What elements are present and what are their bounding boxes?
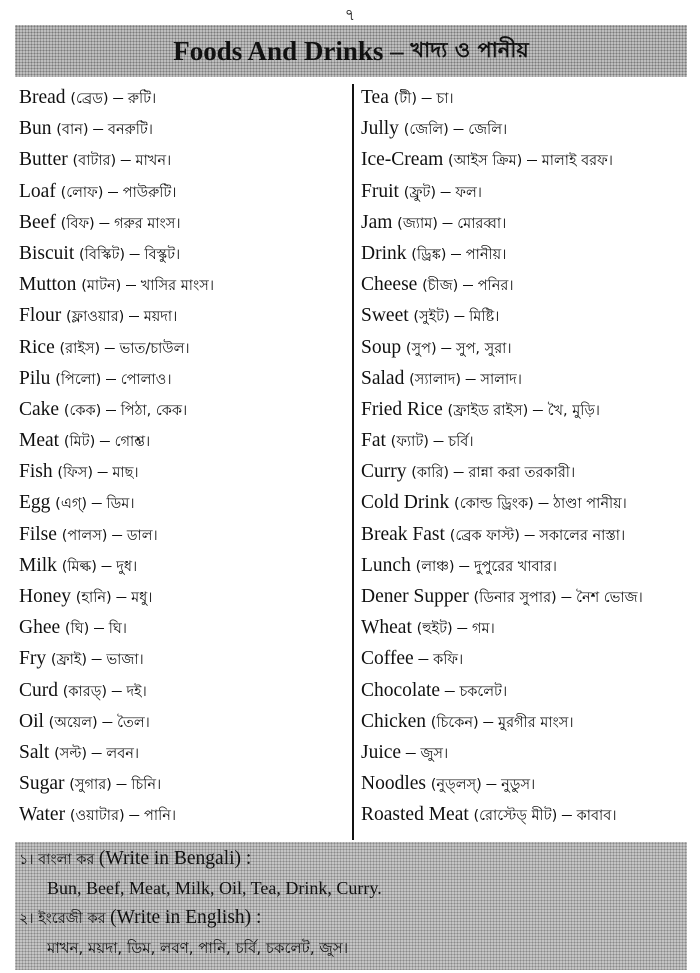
english-word: Soup [361, 336, 402, 358]
exercise-box [15, 842, 687, 970]
vocab-entry [19, 332, 349, 363]
vocab-entry [361, 550, 691, 581]
dash: – [538, 492, 554, 514]
dash: – [91, 648, 107, 670]
dash: – [113, 87, 128, 108]
vocab-entry [361, 332, 691, 363]
pronunciation: (রাইস) [59, 340, 101, 357]
dash: – [129, 305, 144, 327]
english-word: Ghee [19, 617, 61, 639]
exercise-words-2: মাখন, ময়দা, ডিম, লবণ, পানি, চর্বি, চকলেট, জুস। [47, 939, 349, 957]
pronunciation: (রোস্টেড্ মীট) [473, 808, 558, 825]
english-word: Roasted Meat [361, 804, 469, 826]
english-word: Jam [361, 211, 393, 233]
english-word: Fish [19, 461, 53, 483]
english-word: Lunch [361, 554, 411, 576]
english-word: Chicken [361, 710, 426, 732]
bengali-meaning: চর্বি। [448, 434, 474, 451]
dash: – [94, 617, 109, 639]
dash: – [129, 242, 145, 264]
dash: – [100, 430, 115, 452]
exercise-question-1 [19, 848, 251, 873]
dash: – [463, 274, 478, 296]
vocab-entry [361, 675, 691, 706]
dash: – [453, 118, 469, 140]
english-word: Mutton [19, 274, 77, 296]
english-word: Salad [361, 367, 405, 389]
english-word: Pilu [19, 367, 51, 389]
english-word: Cake [19, 398, 60, 420]
vocab-entry [361, 456, 691, 487]
bengali-meaning: চিনি। [131, 777, 162, 794]
vocab-entry [19, 612, 349, 643]
dash: – [106, 367, 121, 389]
bengali-meaning: মিষ্টি। [469, 309, 500, 326]
pronunciation: (ওয়াটার) [69, 808, 125, 825]
vocab-entry [361, 737, 691, 768]
dash: – [486, 773, 502, 795]
vocab-entry [361, 144, 691, 175]
english-word: Ice-Cream [361, 149, 444, 171]
vocab-entry [19, 581, 349, 612]
vocab-entry [19, 300, 349, 331]
page-number: ৭ [344, 5, 356, 24]
dash: – [483, 710, 499, 732]
bengali-meaning: ঘি। [108, 621, 127, 638]
bengali-meaning: বিস্কুট। [144, 246, 181, 263]
english-word: Oil [19, 710, 44, 732]
vocab-entry [19, 706, 349, 737]
bengali-meaning: সকালের নাস্তা। [539, 527, 626, 544]
dash: – [120, 149, 136, 171]
dash: – [102, 710, 118, 732]
bengali-meaning: পানীয়। [465, 246, 507, 263]
vocab-entry [19, 176, 349, 207]
dash: – [418, 648, 434, 670]
bengali-meaning: খৈ, মুড়ি। [547, 402, 600, 419]
pronunciation: (চিকেন) [430, 714, 479, 731]
pronunciation: (মিট) [63, 434, 96, 451]
dash: – [562, 804, 577, 826]
vocab-entry [19, 768, 349, 799]
pronunciation: (চীজ) [422, 278, 459, 295]
dash: – [99, 211, 115, 233]
bengali-meaning: রুটি। [127, 91, 157, 107]
bengali-meaning: ভাত/চাউল। [119, 340, 190, 357]
pronunciation: (জ্যাম) [397, 215, 438, 232]
bengali-meaning: ডিম। [106, 496, 135, 513]
bengali-meaning: চকলেট। [459, 683, 508, 700]
english-word: Cheese [361, 274, 418, 296]
title-bengali: খাদ্য ও পানীয় [410, 37, 529, 62]
vocab-entry [361, 269, 691, 300]
vocab-entry [361, 581, 691, 612]
pronunciation: (সুগার) [69, 777, 112, 794]
vocab-entry [19, 394, 349, 425]
pronunciation: (স্যালাদ) [409, 371, 462, 388]
dash: – [97, 461, 113, 483]
dash: – [453, 461, 469, 483]
dash: – [465, 367, 481, 389]
english-word: Honey [19, 586, 71, 607]
dash: – [454, 305, 470, 327]
pronunciation: (হুইট) [416, 621, 453, 638]
vocab-entry [19, 82, 349, 113]
dash: – [527, 149, 542, 171]
bengali-meaning: পনির। [477, 278, 514, 295]
pronunciation: (কারি) [411, 465, 450, 482]
dash: – [459, 554, 474, 576]
dash: – [524, 523, 540, 545]
pronunciation: (বিস্কিট) [79, 246, 126, 263]
q1-number: ১। [19, 852, 34, 868]
dash: – [421, 87, 437, 108]
bengali-meaning: কাবাব। [576, 808, 617, 825]
english-word: Rice [19, 336, 55, 358]
vocab-entry [361, 176, 691, 207]
pronunciation: (বাটার) [72, 153, 117, 170]
pronunciation: (ফিস) [57, 465, 93, 482]
q1-english-label: (Write in Bengali) : [98, 848, 252, 869]
bengali-meaning: গম। [472, 621, 495, 638]
dash: – [108, 180, 123, 202]
pronunciation: (লাঞ্চ) [415, 558, 455, 575]
bengali-meaning: মাছ। [112, 465, 139, 482]
bengali-meaning: বনরুটি। [107, 122, 153, 139]
dash: – [440, 180, 456, 202]
pronunciation: (ব্রেড) [70, 91, 109, 107]
english-word: Loaf [19, 180, 56, 202]
pronunciation: (ড্রিঙ্ক) [411, 246, 447, 263]
bengali-meaning: মাখন। [135, 153, 172, 170]
pronunciation: (বিফ) [60, 215, 95, 232]
bengali-meaning: নুডুস। [501, 777, 536, 794]
dash: – [433, 430, 449, 452]
pronunciation: (আইস ক্রিম) [448, 153, 523, 170]
pronunciation: (পালস) [61, 527, 108, 544]
pronunciation: (সুপ) [405, 340, 437, 357]
pronunciation: (অয়েল) [48, 714, 98, 731]
bengali-meaning: গরুর মাংস। [114, 215, 181, 232]
english-word: Biscuit [19, 242, 75, 264]
english-word: Wheat [361, 617, 412, 639]
dash: – [104, 336, 120, 358]
dash: – [442, 211, 458, 233]
bengali-meaning: ঠাণ্ডা পানীয়। [553, 496, 627, 513]
bengali-meaning: চা। [436, 91, 454, 107]
english-word: Break Fast [361, 523, 445, 545]
bengali-meaning: খাসির মাংস। [140, 278, 215, 295]
bengali-meaning: মোরব্বা। [457, 215, 507, 232]
dash: – [451, 242, 466, 264]
exercise-question-2 [19, 907, 261, 932]
vocab-entry [361, 519, 691, 550]
english-word: Butter [19, 149, 68, 171]
title-english: Foods And Drinks [173, 35, 384, 66]
dash: – [91, 492, 107, 514]
dash: – [116, 773, 132, 795]
bengali-meaning: মধু। [131, 590, 153, 606]
dash: – [116, 586, 132, 607]
pronunciation: (মাটন) [81, 278, 122, 295]
vocab-entry [361, 799, 691, 830]
vocab-entry [361, 643, 691, 674]
pronunciation: (বান) [56, 122, 89, 139]
vocab-entry [19, 144, 349, 175]
pronunciation: (ফ্লাওয়ার) [66, 309, 125, 326]
pronunciation: (কোল্ড ড্রিংক) [454, 496, 534, 513]
vocab-entry [361, 300, 691, 331]
bengali-meaning: পাউরুটি। [122, 184, 177, 201]
english-word: Fry [19, 648, 47, 670]
dash: – [444, 679, 460, 701]
pronunciation: (মিল্ক) [61, 558, 97, 575]
column-divider [352, 84, 354, 840]
english-word: Bun [19, 118, 52, 140]
bengali-meaning: পানি। [144, 808, 177, 825]
dash: – [91, 741, 107, 763]
vocab-entry [361, 706, 691, 737]
bengali-meaning: পিঠা, কেক। [120, 402, 188, 419]
pronunciation: (লোফ) [60, 184, 104, 201]
english-word: Egg [19, 492, 51, 514]
english-word: Juice [361, 741, 402, 763]
bengali-meaning: গোশ্ত। [114, 434, 151, 451]
english-word: Salt [19, 741, 50, 763]
vocab-entry [19, 675, 349, 706]
vocab-entry [19, 519, 349, 550]
bengali-meaning: নৈশ ভোজ। [576, 590, 643, 606]
title-separator: – [383, 35, 411, 66]
vocab-entry [361, 487, 691, 518]
vocab-entry [19, 363, 349, 394]
pronunciation: (ব্রেক ফাস্ট) [449, 527, 520, 544]
vocab-entry [19, 487, 349, 518]
q2-number: ২। [19, 911, 34, 927]
bengali-meaning: ফল। [455, 184, 482, 201]
vocab-entry [361, 238, 691, 269]
pronunciation: (হানি) [75, 590, 112, 606]
bengali-meaning: পোলাও। [120, 371, 172, 388]
english-word: Meat [19, 430, 60, 452]
dash: – [457, 617, 473, 639]
english-word: Dener Supper [361, 586, 469, 607]
vocab-entry [361, 394, 691, 425]
vocabulary-columns [15, 82, 687, 840]
q1-bengali-label: বাংলা কর [38, 852, 95, 868]
title-banner [15, 25, 687, 77]
vocab-entry [19, 737, 349, 768]
pronunciation: (ফ্রাই) [50, 652, 87, 669]
dash: – [129, 804, 145, 826]
vocab-entry [19, 425, 349, 456]
english-word: Coffee [361, 648, 414, 670]
bengali-meaning: মালাই বরফ। [541, 153, 613, 170]
bengali-meaning: ভাজা। [106, 652, 144, 669]
dash: – [111, 679, 127, 701]
english-word: Fruit [361, 180, 399, 202]
vocab-entry [19, 456, 349, 487]
pronunciation: (ফ্রাইড রাইস) [447, 402, 529, 419]
dash: – [405, 741, 421, 763]
english-word: Jully [361, 118, 399, 140]
bengali-meaning: ডাল। [126, 527, 158, 544]
bengali-meaning: দই। [126, 683, 147, 700]
q2-bengali-label: ইংরেজী কর [38, 911, 106, 927]
vocab-entry [361, 768, 691, 799]
pronunciation: (সুইট) [413, 309, 450, 326]
vocab-entry [361, 113, 691, 144]
english-word: Sweet [361, 305, 409, 327]
exercise-words-1: Bun, Beef, Meat, Milk, Oil, Tea, Drink, Curry. [47, 878, 382, 898]
pronunciation: (কেক) [63, 402, 102, 419]
dash: – [106, 398, 121, 420]
pronunciation: (জেলি) [403, 122, 449, 139]
pronunciation: (ফ্যাট) [390, 434, 429, 451]
dash: – [533, 398, 548, 420]
vocab-entry [361, 207, 691, 238]
bengali-meaning: দুধ। [116, 558, 138, 575]
english-word: Tea [361, 87, 389, 108]
pronunciation: (কারড্) [62, 683, 108, 700]
english-word: Fried Rice [361, 398, 443, 420]
english-word: Cold Drink [361, 492, 450, 514]
english-word: Water [19, 804, 66, 826]
dash: – [126, 274, 141, 296]
bengali-meaning: তৈল। [117, 714, 150, 731]
vocab-entry [361, 425, 691, 456]
english-word: Beef [19, 211, 56, 233]
bengali-meaning: দুপুরের খাবার। [473, 558, 557, 575]
pronunciation: (পিলো) [55, 371, 102, 388]
english-word: Drink [361, 242, 407, 264]
vocab-entry [19, 207, 349, 238]
vocab-entry [19, 113, 349, 144]
english-word: Fat [361, 430, 386, 452]
vocab-entry [19, 269, 349, 300]
pronunciation: (সল্ট) [54, 745, 88, 762]
vocab-entry [19, 550, 349, 581]
vocab-entry [19, 643, 349, 674]
bengali-meaning: সুপ, সুরা। [455, 340, 512, 357]
english-word: Milk [19, 554, 57, 576]
vocab-entry [361, 82, 691, 113]
bengali-meaning: রান্না করা তরকারী। [468, 465, 576, 482]
right-vocabulary-list [361, 82, 691, 831]
vocab-entry [361, 612, 691, 643]
pronunciation: (ফ্রুট) [403, 184, 436, 201]
pronunciation: (ডিনার সুপার) [473, 590, 557, 606]
bengali-meaning: মুরগীর মাংস। [498, 714, 574, 731]
vocab-entry [19, 799, 349, 830]
bengali-meaning: ময়দা। [143, 309, 178, 326]
bengali-meaning: জুস। [420, 745, 449, 762]
pronunciation: (নুড্‌লস্) [430, 777, 482, 794]
pronunciation: (এগ্) [55, 496, 88, 513]
dash: – [112, 523, 127, 545]
english-word: Filse [19, 523, 57, 545]
english-word: Curd [19, 679, 58, 701]
pronunciation: (টী) [393, 91, 417, 107]
english-word: Curry [361, 461, 407, 483]
bengali-meaning: কফি। [433, 652, 464, 669]
english-word: Chocolate [361, 679, 441, 701]
left-vocabulary-list [19, 82, 349, 831]
pronunciation: (ঘি) [64, 621, 90, 638]
dash: – [93, 118, 108, 140]
q2-english-label: (Write in English) : [110, 907, 262, 928]
vocab-entry [361, 363, 691, 394]
bengali-meaning: লবন। [106, 745, 140, 762]
dash: – [561, 586, 577, 607]
bengali-meaning: সালাদ। [480, 371, 522, 388]
english-word: Flour [19, 305, 62, 327]
english-word: Noodles [361, 773, 426, 795]
dash: – [441, 336, 456, 358]
english-word: Bread [19, 87, 66, 108]
dash: – [101, 554, 117, 576]
bengali-meaning: জেলি। [468, 122, 508, 139]
english-word: Sugar [19, 773, 65, 795]
vocab-entry [19, 238, 349, 269]
